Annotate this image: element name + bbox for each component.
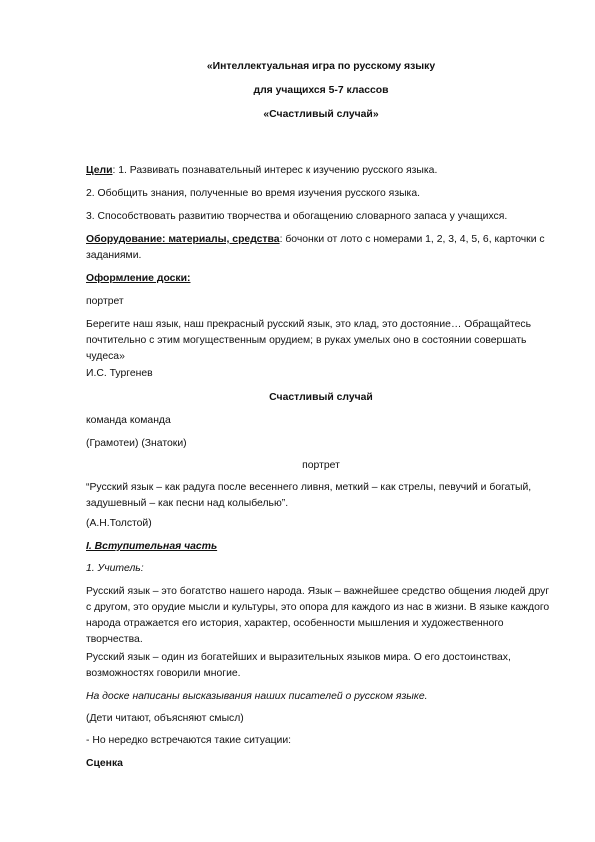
equipment-label: Оборудование: материалы, средства (86, 234, 280, 245)
board-label: Оформление доски: (86, 273, 191, 284)
situations-line: - Но нередко встречаются такие ситуации: (86, 735, 292, 746)
children-note: (Дети читают, объясняют смысл) (86, 713, 244, 724)
portrait-label-2: портрет (302, 460, 340, 471)
intro-paragraph-2: Русский язык – один из богатейших и выразительных языков мира. О его достоинствах, возможностях говорили многие. (86, 652, 511, 679)
board-note: На доске написаны высказывания наших писателей о русском языке. (86, 691, 428, 702)
doc-title-line-2: для учащихся 5-7 классов (253, 85, 389, 96)
portrait-label-1: портрет (86, 296, 124, 307)
equipment (86, 232, 556, 264)
scene-heading: Сценка (86, 758, 123, 769)
teams-line: команда команда (86, 415, 171, 426)
doc-title-line-1: «Интеллектуальная игра по русскому языку (206, 61, 436, 72)
goal-3: 3. Способствовать развитию творчества и обогащению словарного запаса у учащихся. (86, 211, 508, 222)
turgenev-author: И.С. Тургенев (86, 368, 153, 379)
team-names-line: (Грамотеи) (Знатоки) (86, 438, 187, 449)
turgenev-quote: Берегите наш язык, наш прекрасный русский язык, это клад, это достояние… Обращайтесь почтительно с этим могущественным орудием; в руках умелых оно в состоянии совершать чудеса» (86, 319, 531, 362)
tolstoy-author: (А.Н.Толстой) (86, 518, 152, 529)
teacher-label: 1. Учитель: (86, 563, 144, 574)
goal-2: 2. Обобщить знания, полученные во время изучения русского языка. (86, 188, 420, 199)
goals-label: Цели (86, 165, 113, 176)
tolstoy-quote: “Русский язык – как радуга после весеннего ливня, меткий – как стрелы, певучий и богатый, задушевный – как песни над колыбелью”. (86, 482, 532, 509)
intro-paragraph-1: Русский язык – это богатство нашего народа. Язык – важнейшее средство общения людей друг с другом, это орудие мысли и культуры, это опора для каждого из нас в жизни. В языке каждого народа отражается его история, характер, особенности мышления и художественного творчества. (86, 586, 550, 645)
doc-title-line-3: «Счастливый случай» (263, 109, 379, 120)
game-title: Счастливый случай (269, 392, 373, 403)
goal-1 (86, 163, 556, 179)
goal-1-text: : 1. Развивать познавательный интерес к изучению русского языка. (112, 165, 438, 176)
equipment-text: : бочонки от лото с номерами 1, 2, 3, 4, 5, 6, карточки с заданиями. (86, 234, 545, 261)
section-title-intro: I. Вступительная часть (86, 541, 218, 552)
